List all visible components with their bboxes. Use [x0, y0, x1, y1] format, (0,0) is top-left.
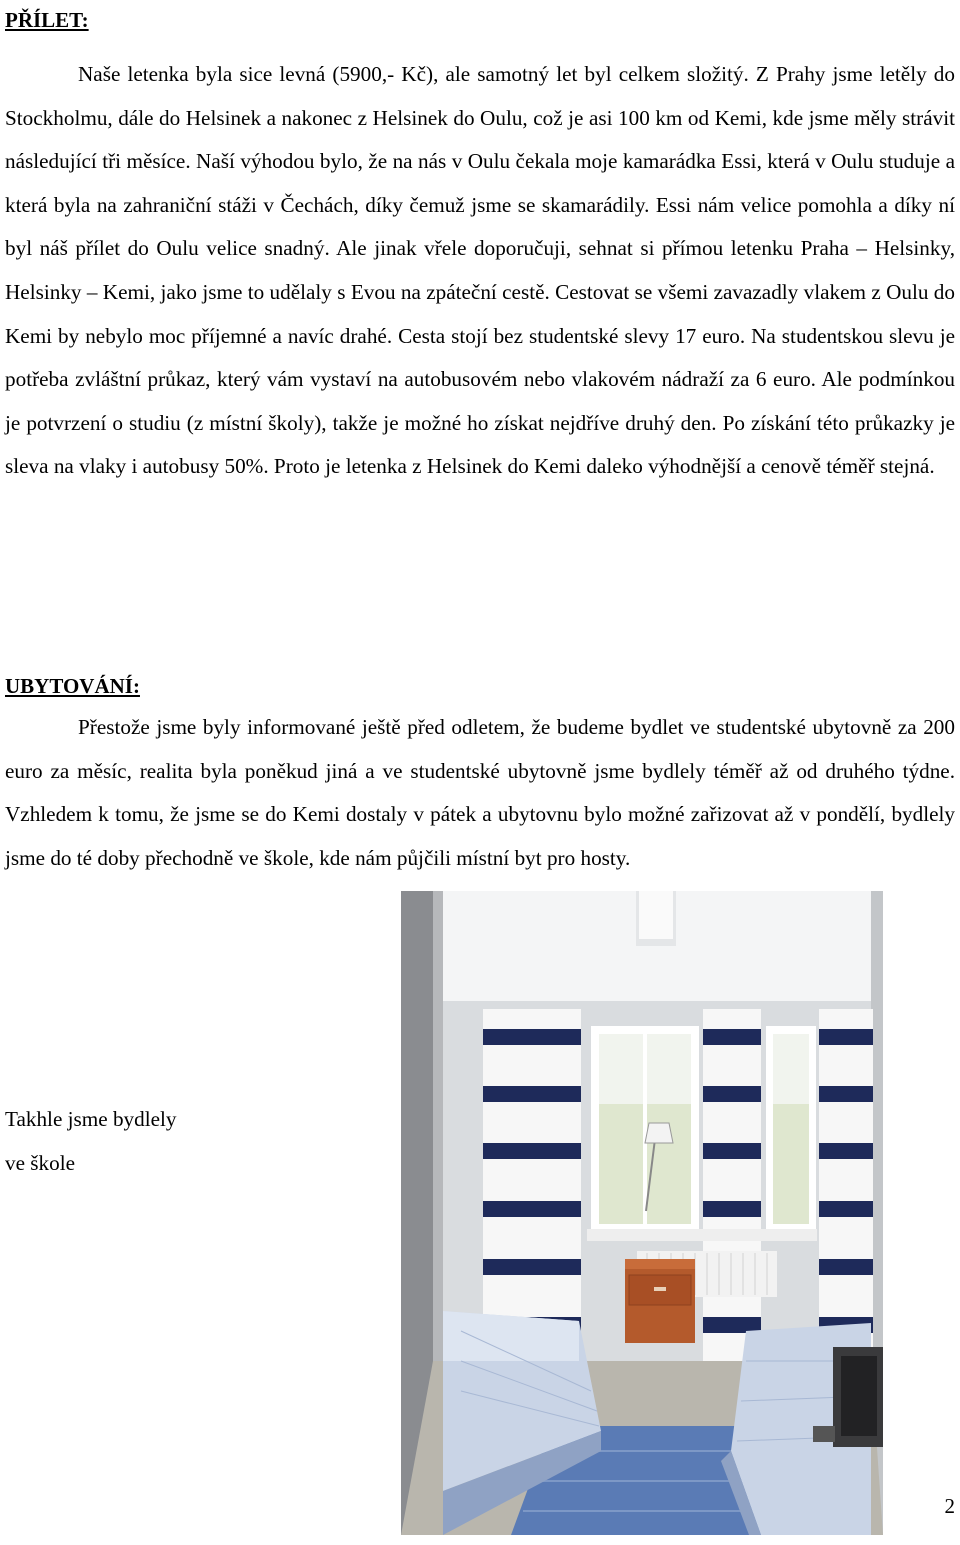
photo-caption-line-2: ve škole — [5, 1150, 76, 1175]
arrival-paragraph: Naše letenka byla sice levná (5900,- Kč), ale samotný let byl celkem složitý. Z Prahy jsme letěly do Stockholmu, dále do Helsinek a nakonec z Helsinek do Oulu, což je asi 100 km od Kemi, kde jsme měly strávit následující tři měsíce. Naší výhodou bylo, že na nás v Oulu čekala moje kamarádka Essi, která v Oulu studuje a která byla na zahraniční stáži v Čechách, díky čemuž jsme se skamarádily. Essi nám velice pomohla a díky ní byl náš přílet do Oulu velice snadný. Ale jinak vřele doporučuji, sehnat si přímou letenku Praha – Helsinky, Helsinky – Kemi, jako jsme to udělaly s Evou na zpáteční cestě. Cestovat se všemi zavazadly vlakem z Oulu do Kemi by nebylo moc příjemné a navíc drahé. Cesta stojí bez studentské slevy 17 euro. Na studentskou slevu je potřeba zvláštní průkaz, který vám vystaví na autobusovém nebo vlakovém nádraží za 6 euro. Ale podmínkou je potvrzení o studiu (z místní školy), takže je možné ho získat nejdříve druhý den. Po získání této průkazky je sleva na vlaky i autobusy 50%. Proto je letenka z Helsinek do Kemi daleko výhodnější a cenově téměř stejná. — [5, 62, 955, 479]
accommodation-paragraph: Přestože jsme byly informované ještě před odletem, že budeme bydlet ve studentské ubytovně za 200 euro za měsíc, realita byla poněkud jiná a ve studentské ubytovně jsme bydlely téměř až od druhého týdne. Vzhledem k tomu, že jsme se do Kemi dostaly v pátek a ubytovnu bylo možné zařizovat až v pondělí, bydlely jsme do té doby přechodně ve škole, kde nám půjčili místní byt pro hosty. — [5, 715, 955, 870]
arrival-heading: PŘÍLET: — [5, 8, 89, 32]
photo-caption-line-1: Takhle jsme bydlely — [5, 1107, 177, 1131]
page-number: 2 — [944, 1494, 955, 1518]
photo-caption — [5, 1098, 265, 1185]
room-photo — [401, 891, 883, 1535]
accommodation-heading: UBYTOVÁNÍ: — [5, 674, 140, 698]
nightstand — [625, 1259, 695, 1343]
